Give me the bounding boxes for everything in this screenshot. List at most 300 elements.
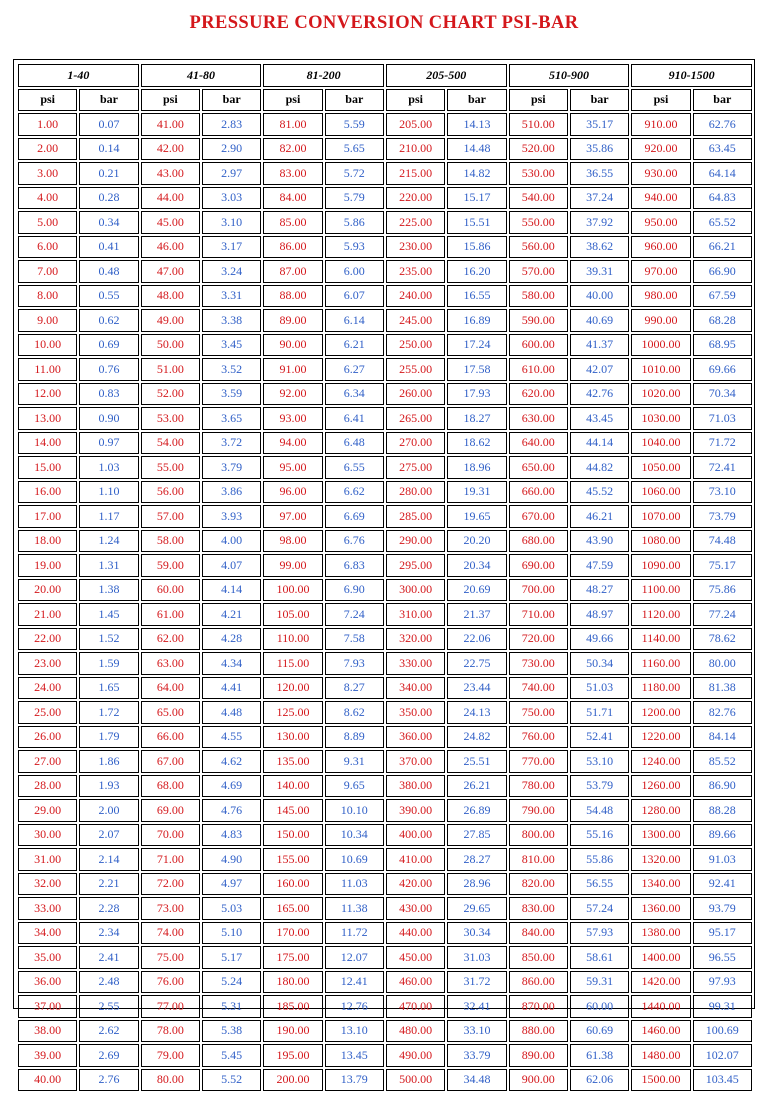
table-row bbox=[18, 603, 752, 626]
bar-cell: 6.21 bbox=[325, 334, 384, 357]
table-row bbox=[18, 383, 752, 406]
psi-cell: 690.00 bbox=[509, 554, 568, 577]
psi-cell: 910.00 bbox=[631, 113, 690, 136]
psi-cell: 185.00 bbox=[263, 995, 322, 1018]
psi-cell: 76.00 bbox=[141, 971, 200, 994]
bar-cell: 12.76 bbox=[325, 995, 384, 1018]
psi-cell: 4.00 bbox=[18, 187, 77, 210]
psi-cell: 46.00 bbox=[141, 236, 200, 259]
bar-cell: 4.83 bbox=[202, 824, 261, 847]
psi-cell: 14.00 bbox=[18, 432, 77, 455]
bar-cell: 24.13 bbox=[447, 701, 506, 724]
psi-cell: 1440.00 bbox=[631, 995, 690, 1018]
bar-column-header: bar bbox=[325, 89, 384, 112]
psi-cell: 1400.00 bbox=[631, 946, 690, 969]
bar-cell: 0.14 bbox=[79, 138, 138, 161]
psi-cell: 490.00 bbox=[386, 1044, 445, 1067]
psi-cell: 960.00 bbox=[631, 236, 690, 259]
psi-cell: 57.00 bbox=[141, 505, 200, 528]
bar-column-header: bar bbox=[570, 89, 629, 112]
table-row bbox=[18, 1020, 752, 1043]
bar-cell: 9.31 bbox=[325, 750, 384, 773]
psi-cell: 8.00 bbox=[18, 285, 77, 308]
psi-cell: 1460.00 bbox=[631, 1020, 690, 1043]
bar-column-header: bar bbox=[202, 89, 261, 112]
psi-cell: 58.00 bbox=[141, 530, 200, 553]
psi-cell: 420.00 bbox=[386, 873, 445, 896]
bar-cell: 20.69 bbox=[447, 579, 506, 602]
bar-cell: 91.03 bbox=[693, 848, 752, 871]
bar-cell: 6.27 bbox=[325, 358, 384, 381]
psi-cell: 215.00 bbox=[386, 162, 445, 185]
bar-cell: 95.17 bbox=[693, 922, 752, 945]
bar-cell: 12.41 bbox=[325, 971, 384, 994]
psi-cell: 970.00 bbox=[631, 260, 690, 283]
bar-cell: 6.62 bbox=[325, 481, 384, 504]
bar-cell: 82.76 bbox=[693, 701, 752, 724]
bar-cell: 71.72 bbox=[693, 432, 752, 455]
bar-cell: 2.69 bbox=[79, 1044, 138, 1067]
bar-cell: 5.86 bbox=[325, 211, 384, 234]
bar-cell: 3.86 bbox=[202, 481, 261, 504]
bar-cell: 17.93 bbox=[447, 383, 506, 406]
bar-cell: 66.21 bbox=[693, 236, 752, 259]
psi-cell: 83.00 bbox=[263, 162, 322, 185]
psi-cell: 220.00 bbox=[386, 187, 445, 210]
psi-cell: 265.00 bbox=[386, 407, 445, 430]
psi-cell: 84.00 bbox=[263, 187, 322, 210]
bar-cell: 2.34 bbox=[79, 922, 138, 945]
bar-cell: 5.45 bbox=[202, 1044, 261, 1067]
psi-cell: 830.00 bbox=[509, 897, 568, 920]
bar-cell: 10.34 bbox=[325, 824, 384, 847]
bar-cell: 44.14 bbox=[570, 432, 629, 455]
psi-cell: 24.00 bbox=[18, 677, 77, 700]
table-row bbox=[18, 799, 752, 822]
psi-cell: 360.00 bbox=[386, 726, 445, 749]
psi-cell: 1050.00 bbox=[631, 456, 690, 479]
bar-cell: 4.62 bbox=[202, 750, 261, 773]
psi-cell: 1320.00 bbox=[631, 848, 690, 871]
psi-cell: 66.00 bbox=[141, 726, 200, 749]
bar-cell: 4.07 bbox=[202, 554, 261, 577]
bar-cell: 1.24 bbox=[79, 530, 138, 553]
bar-cell: 75.86 bbox=[693, 579, 752, 602]
bar-cell: 0.83 bbox=[79, 383, 138, 406]
bar-cell: 2.21 bbox=[79, 873, 138, 896]
psi-cell: 25.00 bbox=[18, 701, 77, 724]
bar-cell: 54.48 bbox=[570, 799, 629, 822]
psi-cell: 44.00 bbox=[141, 187, 200, 210]
psi-cell: 760.00 bbox=[509, 726, 568, 749]
bar-cell: 6.34 bbox=[325, 383, 384, 406]
bar-cell: 13.79 bbox=[325, 1069, 384, 1092]
psi-cell: 740.00 bbox=[509, 677, 568, 700]
bar-cell: 3.24 bbox=[202, 260, 261, 283]
psi-cell: 77.00 bbox=[141, 995, 200, 1018]
range-header-row bbox=[18, 64, 752, 87]
psi-cell: 920.00 bbox=[631, 138, 690, 161]
bar-cell: 39.31 bbox=[570, 260, 629, 283]
bar-cell: 89.66 bbox=[693, 824, 752, 847]
psi-cell: 9.00 bbox=[18, 309, 77, 332]
bar-cell: 46.21 bbox=[570, 505, 629, 528]
psi-cell: 1300.00 bbox=[631, 824, 690, 847]
bar-cell: 4.00 bbox=[202, 530, 261, 553]
psi-cell: 92.00 bbox=[263, 383, 322, 406]
bar-cell: 68.95 bbox=[693, 334, 752, 357]
psi-cell: 1200.00 bbox=[631, 701, 690, 724]
psi-cell: 59.00 bbox=[141, 554, 200, 577]
bar-cell: 34.48 bbox=[447, 1069, 506, 1092]
bar-cell: 22.75 bbox=[447, 652, 506, 675]
bar-cell: 14.13 bbox=[447, 113, 506, 136]
bar-cell: 1.38 bbox=[79, 579, 138, 602]
psi-cell: 290.00 bbox=[386, 530, 445, 553]
bar-cell: 6.76 bbox=[325, 530, 384, 553]
psi-cell: 55.00 bbox=[141, 456, 200, 479]
bar-cell: 44.82 bbox=[570, 456, 629, 479]
psi-cell: 88.00 bbox=[263, 285, 322, 308]
table-row bbox=[18, 530, 752, 553]
psi-cell: 56.00 bbox=[141, 481, 200, 504]
psi-cell: 800.00 bbox=[509, 824, 568, 847]
psi-cell: 98.00 bbox=[263, 530, 322, 553]
range-header: 1-40 bbox=[18, 64, 139, 87]
psi-cell: 700.00 bbox=[509, 579, 568, 602]
bar-cell: 1.03 bbox=[79, 456, 138, 479]
bar-cell: 60.69 bbox=[570, 1020, 629, 1043]
bar-cell: 13.10 bbox=[325, 1020, 384, 1043]
psi-cell: 1260.00 bbox=[631, 775, 690, 798]
psi-cell: 40.00 bbox=[18, 1069, 77, 1092]
bar-cell: 51.71 bbox=[570, 701, 629, 724]
psi-cell: 20.00 bbox=[18, 579, 77, 602]
psi-cell: 530.00 bbox=[509, 162, 568, 185]
bar-cell: 8.62 bbox=[325, 701, 384, 724]
bar-cell: 0.34 bbox=[79, 211, 138, 234]
psi-cell: 165.00 bbox=[263, 897, 322, 920]
bar-cell: 77.24 bbox=[693, 603, 752, 626]
bar-cell: 11.38 bbox=[325, 897, 384, 920]
bar-cell: 6.83 bbox=[325, 554, 384, 577]
bar-cell: 100.69 bbox=[693, 1020, 752, 1043]
psi-cell: 79.00 bbox=[141, 1044, 200, 1067]
psi-cell: 340.00 bbox=[386, 677, 445, 700]
bar-cell: 1.17 bbox=[79, 505, 138, 528]
psi-cell: 270.00 bbox=[386, 432, 445, 455]
psi-cell: 32.00 bbox=[18, 873, 77, 896]
bar-cell: 0.07 bbox=[79, 113, 138, 136]
psi-cell: 680.00 bbox=[509, 530, 568, 553]
psi-cell: 790.00 bbox=[509, 799, 568, 822]
psi-cell: 450.00 bbox=[386, 946, 445, 969]
table-row bbox=[18, 677, 752, 700]
psi-cell: 1140.00 bbox=[631, 628, 690, 651]
psi-cell: 52.00 bbox=[141, 383, 200, 406]
bar-cell: 7.93 bbox=[325, 652, 384, 675]
bar-cell: 12.07 bbox=[325, 946, 384, 969]
conversion-chart bbox=[13, 59, 755, 1087]
psi-column-header: psi bbox=[263, 89, 322, 112]
psi-cell: 890.00 bbox=[509, 1044, 568, 1067]
psi-cell: 1340.00 bbox=[631, 873, 690, 896]
psi-cell: 13.00 bbox=[18, 407, 77, 430]
table-row bbox=[18, 922, 752, 945]
bar-cell: 6.69 bbox=[325, 505, 384, 528]
bar-cell: 0.90 bbox=[79, 407, 138, 430]
bar-cell: 2.00 bbox=[79, 799, 138, 822]
bar-cell: 0.41 bbox=[79, 236, 138, 259]
psi-cell: 560.00 bbox=[509, 236, 568, 259]
psi-cell: 280.00 bbox=[386, 481, 445, 504]
bar-cell: 3.52 bbox=[202, 358, 261, 381]
psi-cell: 18.00 bbox=[18, 530, 77, 553]
psi-cell: 225.00 bbox=[386, 211, 445, 234]
table-row bbox=[18, 187, 752, 210]
bar-cell: 60.00 bbox=[570, 995, 629, 1018]
psi-cell: 250.00 bbox=[386, 334, 445, 357]
psi-cell: 180.00 bbox=[263, 971, 322, 994]
psi-cell: 1.00 bbox=[18, 113, 77, 136]
psi-cell: 470.00 bbox=[386, 995, 445, 1018]
bar-cell: 4.97 bbox=[202, 873, 261, 896]
psi-cell: 75.00 bbox=[141, 946, 200, 969]
table-row bbox=[18, 285, 752, 308]
psi-cell: 670.00 bbox=[509, 505, 568, 528]
bar-cell: 6.55 bbox=[325, 456, 384, 479]
bar-cell: 1.45 bbox=[79, 603, 138, 626]
psi-cell: 295.00 bbox=[386, 554, 445, 577]
bar-cell: 40.00 bbox=[570, 285, 629, 308]
bar-cell: 2.76 bbox=[79, 1069, 138, 1092]
psi-cell: 570.00 bbox=[509, 260, 568, 283]
table-row bbox=[18, 260, 752, 283]
psi-cell: 115.00 bbox=[263, 652, 322, 675]
psi-cell: 210.00 bbox=[386, 138, 445, 161]
psi-cell: 21.00 bbox=[18, 603, 77, 626]
psi-cell: 6.00 bbox=[18, 236, 77, 259]
psi-cell: 620.00 bbox=[509, 383, 568, 406]
psi-cell: 61.00 bbox=[141, 603, 200, 626]
psi-cell: 1000.00 bbox=[631, 334, 690, 357]
psi-cell: 16.00 bbox=[18, 481, 77, 504]
psi-cell: 95.00 bbox=[263, 456, 322, 479]
bar-cell: 86.90 bbox=[693, 775, 752, 798]
bar-cell: 3.59 bbox=[202, 383, 261, 406]
psi-cell: 68.00 bbox=[141, 775, 200, 798]
psi-cell: 660.00 bbox=[509, 481, 568, 504]
psi-cell: 36.00 bbox=[18, 971, 77, 994]
bar-column-header: bar bbox=[447, 89, 506, 112]
bar-cell: 13.45 bbox=[325, 1044, 384, 1067]
bar-cell: 5.79 bbox=[325, 187, 384, 210]
psi-cell: 28.00 bbox=[18, 775, 77, 798]
bar-cell: 92.41 bbox=[693, 873, 752, 896]
bar-cell: 8.27 bbox=[325, 677, 384, 700]
bar-cell: 62.06 bbox=[570, 1069, 629, 1092]
psi-cell: 82.00 bbox=[263, 138, 322, 161]
table-row bbox=[18, 824, 752, 847]
bar-cell: 16.20 bbox=[447, 260, 506, 283]
bar-cell: 84.14 bbox=[693, 726, 752, 749]
psi-cell: 39.00 bbox=[18, 1044, 77, 1067]
psi-cell: 500.00 bbox=[386, 1069, 445, 1092]
bar-cell: 56.55 bbox=[570, 873, 629, 896]
table-row bbox=[18, 579, 752, 602]
psi-cell: 1500.00 bbox=[631, 1069, 690, 1092]
bar-cell: 1.52 bbox=[79, 628, 138, 651]
psi-cell: 3.00 bbox=[18, 162, 77, 185]
bar-cell: 3.79 bbox=[202, 456, 261, 479]
psi-cell: 330.00 bbox=[386, 652, 445, 675]
psi-cell: 130.00 bbox=[263, 726, 322, 749]
psi-cell: 1240.00 bbox=[631, 750, 690, 773]
bar-cell: 29.65 bbox=[447, 897, 506, 920]
psi-cell: 170.00 bbox=[263, 922, 322, 945]
psi-cell: 33.00 bbox=[18, 897, 77, 920]
bar-cell: 11.03 bbox=[325, 873, 384, 896]
psi-cell: 820.00 bbox=[509, 873, 568, 896]
bar-cell: 78.62 bbox=[693, 628, 752, 651]
table-row bbox=[18, 971, 752, 994]
psi-cell: 17.00 bbox=[18, 505, 77, 528]
bar-cell: 5.17 bbox=[202, 946, 261, 969]
bar-cell: 1.10 bbox=[79, 481, 138, 504]
psi-cell: 26.00 bbox=[18, 726, 77, 749]
bar-column-header: bar bbox=[79, 89, 138, 112]
bar-cell: 0.76 bbox=[79, 358, 138, 381]
psi-cell: 880.00 bbox=[509, 1020, 568, 1043]
table-row bbox=[18, 407, 752, 430]
bar-cell: 35.17 bbox=[570, 113, 629, 136]
bar-cell: 0.28 bbox=[79, 187, 138, 210]
bar-cell: 61.38 bbox=[570, 1044, 629, 1067]
bar-cell: 3.38 bbox=[202, 309, 261, 332]
bar-cell: 4.21 bbox=[202, 603, 261, 626]
bar-cell: 64.83 bbox=[693, 187, 752, 210]
psi-cell: 300.00 bbox=[386, 579, 445, 602]
psi-column-header: psi bbox=[386, 89, 445, 112]
psi-cell: 235.00 bbox=[386, 260, 445, 283]
bar-cell: 26.21 bbox=[447, 775, 506, 798]
psi-cell: 81.00 bbox=[263, 113, 322, 136]
psi-cell: 71.00 bbox=[141, 848, 200, 871]
bar-cell: 70.34 bbox=[693, 383, 752, 406]
bar-cell: 31.03 bbox=[447, 946, 506, 969]
bar-cell: 43.90 bbox=[570, 530, 629, 553]
bar-cell: 31.72 bbox=[447, 971, 506, 994]
psi-cell: 1010.00 bbox=[631, 358, 690, 381]
psi-cell: 63.00 bbox=[141, 652, 200, 675]
table-row bbox=[18, 750, 752, 773]
table-row bbox=[18, 726, 752, 749]
psi-cell: 110.00 bbox=[263, 628, 322, 651]
psi-cell: 67.00 bbox=[141, 750, 200, 773]
bar-cell: 71.03 bbox=[693, 407, 752, 430]
psi-cell: 1060.00 bbox=[631, 481, 690, 504]
page-title: PRESSURE CONVERSION CHART PSI-BAR bbox=[189, 13, 579, 33]
psi-column-header: psi bbox=[141, 89, 200, 112]
bar-cell: 3.65 bbox=[202, 407, 261, 430]
bar-cell: 53.79 bbox=[570, 775, 629, 798]
psi-cell: 65.00 bbox=[141, 701, 200, 724]
psi-cell: 85.00 bbox=[263, 211, 322, 234]
bar-cell: 5.03 bbox=[202, 897, 261, 920]
bar-cell: 1.93 bbox=[79, 775, 138, 798]
table-row bbox=[18, 1044, 752, 1067]
bar-cell: 48.97 bbox=[570, 603, 629, 626]
bar-cell: 42.07 bbox=[570, 358, 629, 381]
psi-cell: 640.00 bbox=[509, 432, 568, 455]
bar-cell: 5.31 bbox=[202, 995, 261, 1018]
bar-cell: 5.38 bbox=[202, 1020, 261, 1043]
psi-cell: 275.00 bbox=[386, 456, 445, 479]
psi-cell: 870.00 bbox=[509, 995, 568, 1018]
bar-cell: 55.16 bbox=[570, 824, 629, 847]
table-row bbox=[18, 138, 752, 161]
bar-cell: 42.76 bbox=[570, 383, 629, 406]
bar-cell: 6.41 bbox=[325, 407, 384, 430]
bar-cell: 15.51 bbox=[447, 211, 506, 234]
bar-cell: 18.62 bbox=[447, 432, 506, 455]
psi-cell: 600.00 bbox=[509, 334, 568, 357]
psi-cell: 950.00 bbox=[631, 211, 690, 234]
psi-cell: 1070.00 bbox=[631, 505, 690, 528]
table-row bbox=[18, 1069, 752, 1092]
psi-cell: 43.00 bbox=[141, 162, 200, 185]
psi-cell: 50.00 bbox=[141, 334, 200, 357]
bar-cell: 67.59 bbox=[693, 285, 752, 308]
bar-cell: 2.48 bbox=[79, 971, 138, 994]
psi-cell: 720.00 bbox=[509, 628, 568, 651]
psi-cell: 150.00 bbox=[263, 824, 322, 847]
psi-cell: 930.00 bbox=[631, 162, 690, 185]
table-row bbox=[18, 775, 752, 798]
table-row bbox=[18, 358, 752, 381]
bar-cell: 23.44 bbox=[447, 677, 506, 700]
table-row bbox=[18, 162, 752, 185]
bar-cell: 88.28 bbox=[693, 799, 752, 822]
psi-cell: 610.00 bbox=[509, 358, 568, 381]
psi-cell: 94.00 bbox=[263, 432, 322, 455]
psi-cell: 1040.00 bbox=[631, 432, 690, 455]
bar-cell: 53.10 bbox=[570, 750, 629, 773]
bar-cell: 81.38 bbox=[693, 677, 752, 700]
bar-cell: 45.52 bbox=[570, 481, 629, 504]
bar-cell: 18.96 bbox=[447, 456, 506, 479]
bar-cell: 3.72 bbox=[202, 432, 261, 455]
bar-cell: 3.93 bbox=[202, 505, 261, 528]
bar-cell: 80.00 bbox=[693, 652, 752, 675]
range-header: 510-900 bbox=[509, 64, 630, 87]
psi-cell: 580.00 bbox=[509, 285, 568, 308]
psi-cell: 29.00 bbox=[18, 799, 77, 822]
bar-cell: 25.51 bbox=[447, 750, 506, 773]
psi-cell: 310.00 bbox=[386, 603, 445, 626]
bar-cell: 2.55 bbox=[79, 995, 138, 1018]
psi-cell: 990.00 bbox=[631, 309, 690, 332]
bar-cell: 40.69 bbox=[570, 309, 629, 332]
bar-cell: 16.89 bbox=[447, 309, 506, 332]
psi-cell: 1220.00 bbox=[631, 726, 690, 749]
psi-cell: 430.00 bbox=[386, 897, 445, 920]
table-row bbox=[18, 848, 752, 871]
bar-cell: 5.10 bbox=[202, 922, 261, 945]
psi-cell: 54.00 bbox=[141, 432, 200, 455]
bar-cell: 36.55 bbox=[570, 162, 629, 185]
bar-cell: 97.93 bbox=[693, 971, 752, 994]
